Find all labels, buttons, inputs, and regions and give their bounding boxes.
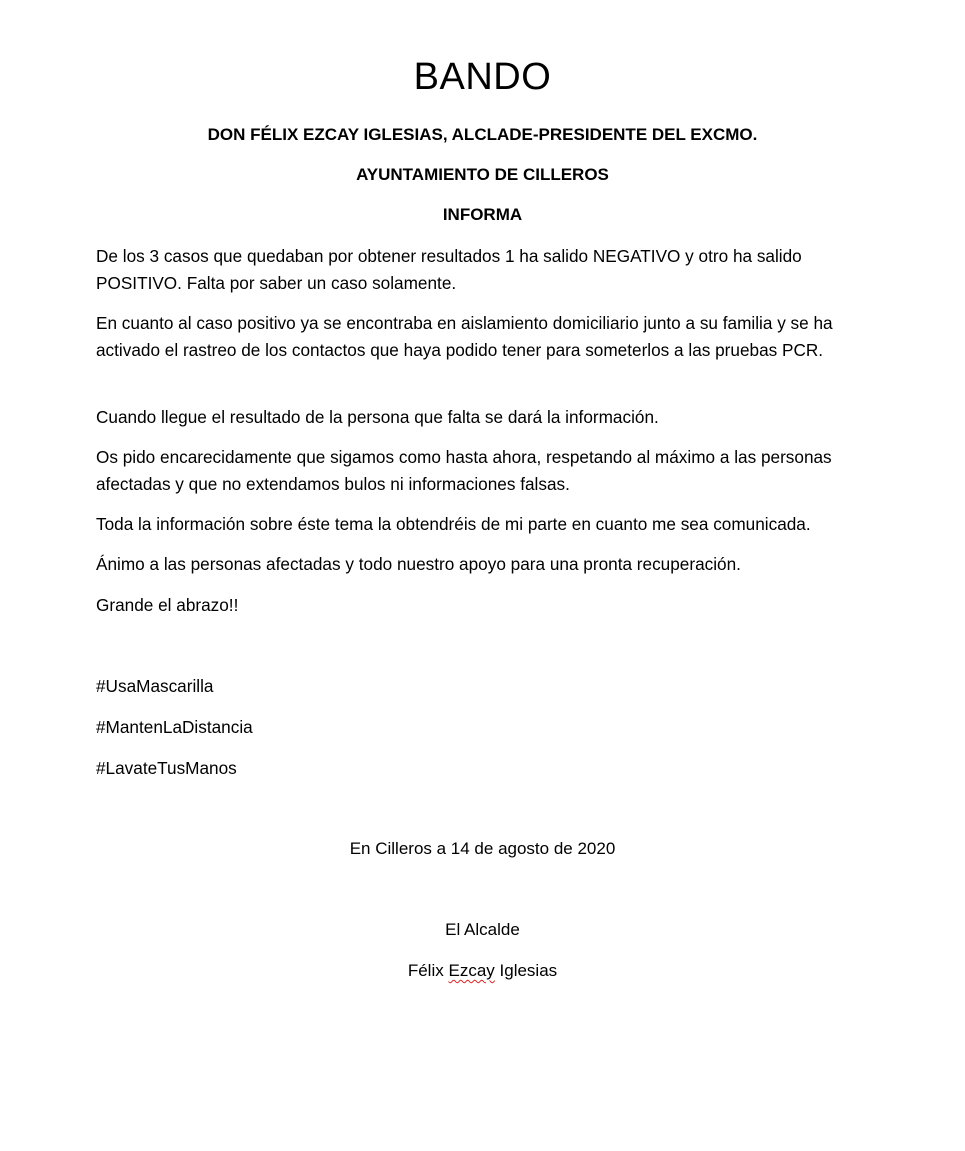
paragraph-7: Grande el abrazo!! [96,595,239,615]
paragraph-4: Os pido encarecidamente que sigamos como hasta ahora, respetando al máximo a las personas afectadas y que no extendamos bulos ni informaciones falsas. [96,447,832,494]
paragraph-1: De los 3 casos que quedaban por obtener resultados 1 ha salido NEGATIVO y otro ha salido POSITIVO. Falta por saber un caso solamente. [96,246,802,293]
hashtag-3: #LavateTusManos [96,758,237,778]
paragraph-2: En cuanto al caso positivo ya se encontraba en aislamiento domiciliario junto a su familia y se ha activado el rastreo de los contactos que haya podido tener para someterlos a las pruebas PCR. [96,313,833,360]
date-line: En Cilleros a 14 de agosto de 2020 [349,839,616,858]
paragraph-3: Cuando llegue el resultado de la persona que falta se dará la información. [96,407,659,427]
hashtag-1: #UsaMascarilla [96,676,214,696]
header-line-2: AYUNTAMIENTO DE CILLEROS [356,165,609,184]
paragraph-5: Toda la información sobre éste tema la obtendréis de mi parte en cuanto me sea comunicada. [96,514,811,534]
document-title: BANDO [413,56,552,98]
hashtag-2: #MantenLaDistancia [96,717,253,737]
signature-name-first: Félix [407,961,444,980]
paragraph-6: Ánimo a las personas afectadas y todo nuestro apoyo para una pronta recuperación. [96,554,741,574]
signature-role: El Alcalde [445,920,520,939]
signature-name-middle: Ezcay [448,961,495,980]
signature-name-last: Iglesias [499,961,558,980]
header-line-1: DON FÉLIX EZCAY IGLESIAS, ALCLADE-PRESIDENTE DEL EXCMO. [207,125,758,144]
header-line-3: INFORMA [442,205,523,224]
signature-name [0,960,965,982]
